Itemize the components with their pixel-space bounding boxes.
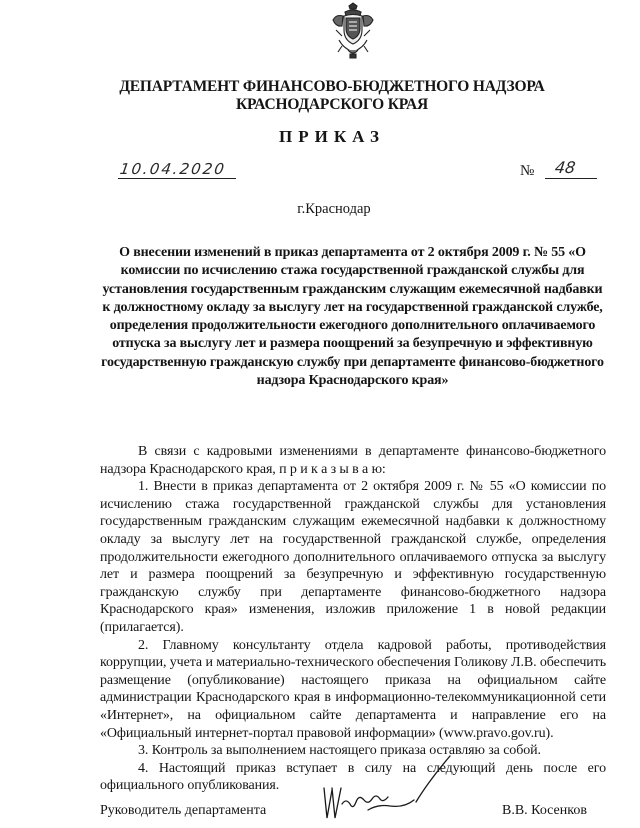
body-paragraph-intro: В связи с кадровыми изменениями в департаменте финансово-бюджетного надзора Краснодарского края, п р и к а з ы в а ю: bbox=[100, 444, 606, 477]
number-sign: № bbox=[520, 163, 535, 179]
department-name-line1: ДЕПАРТАМЕНТ ФИНАНСОВО-БЮДЖЕТНОГО НАДЗОРА bbox=[119, 78, 545, 95]
order-subject: О внесении изменений в приказ департамента от 2 октября 2009 г. № 55 «О комиссии по исчислению стажа государственной гражданской службы для установления государственным гражданским служащим ежемесячной надбавки к должностному окладу за выслугу лет на государственной гражданской службе, определения продолжительности ежегодного дополнительного оплачиваемого отпуска за выслугу лет и размера поощрений за безупречную и эффективную государственную гражданскую службу при департаменте финансово-бюджетного надзора Краснодарского края» bbox=[101, 245, 604, 389]
city-name: г.Краснодар bbox=[297, 201, 371, 217]
signer-position: Руководитель департамента bbox=[100, 803, 267, 818]
department-name-line2: КРАСНОДАРСКОГО КРАЯ bbox=[235, 96, 429, 113]
order-number: 48 bbox=[553, 158, 577, 177]
signer-name: В.В. Косенков bbox=[502, 803, 587, 818]
order-body bbox=[100, 443, 606, 795]
body-paragraph-3: 3. Контроль за выполнением настоящего приказа оставляю за собой. bbox=[138, 743, 541, 759]
number-underline bbox=[545, 178, 597, 179]
order-date: 10.04.2020 bbox=[118, 160, 228, 178]
body-paragraph-4: 4. Настоящий приказ вступает в силу на следующий день после его официального опубликования. bbox=[100, 760, 606, 794]
coat-of-arms-icon bbox=[330, 2, 376, 60]
date-underline bbox=[118, 178, 236, 179]
handwritten-signature-icon bbox=[320, 752, 470, 824]
document-type-title: ПРИКАЗ bbox=[279, 127, 385, 146]
body-paragraph-1: 1. Внести в приказ департамента от 2 октября 2009 г. № 55 «О комиссии по исчислению стажа государственной гражданской службы для установления государственным гражданским служащим ежемесячной надбавки к должностному окладу за выслугу лет на государственной гражданской службе, определения продолжительности ежегодного дополнительного оплачиваемого отпуска за выслугу лет и размера поощрений за безупречную и эффективную государственную гражданскую службу при департаменте финансово-бюджетного надзора Краснодарского края» изменения, изложив приложение 1 в новой редакции (прилагается). bbox=[100, 479, 606, 635]
body-paragraph-2: 2. Главному консультанту отдела кадровой работы, противодействия коррупции, учета и материально-технического обеспечения Голикову Л.В. обеспечить размещение (опубликование) настоящего приказа на официальном сайте администрации Краснодарского края в информационно-телекоммуникационной сети «Интернет», на официальном сайте департамента и направление его на «Официальный интернет-портал правовой информации» (www.pravo.gov.ru). bbox=[100, 637, 606, 741]
